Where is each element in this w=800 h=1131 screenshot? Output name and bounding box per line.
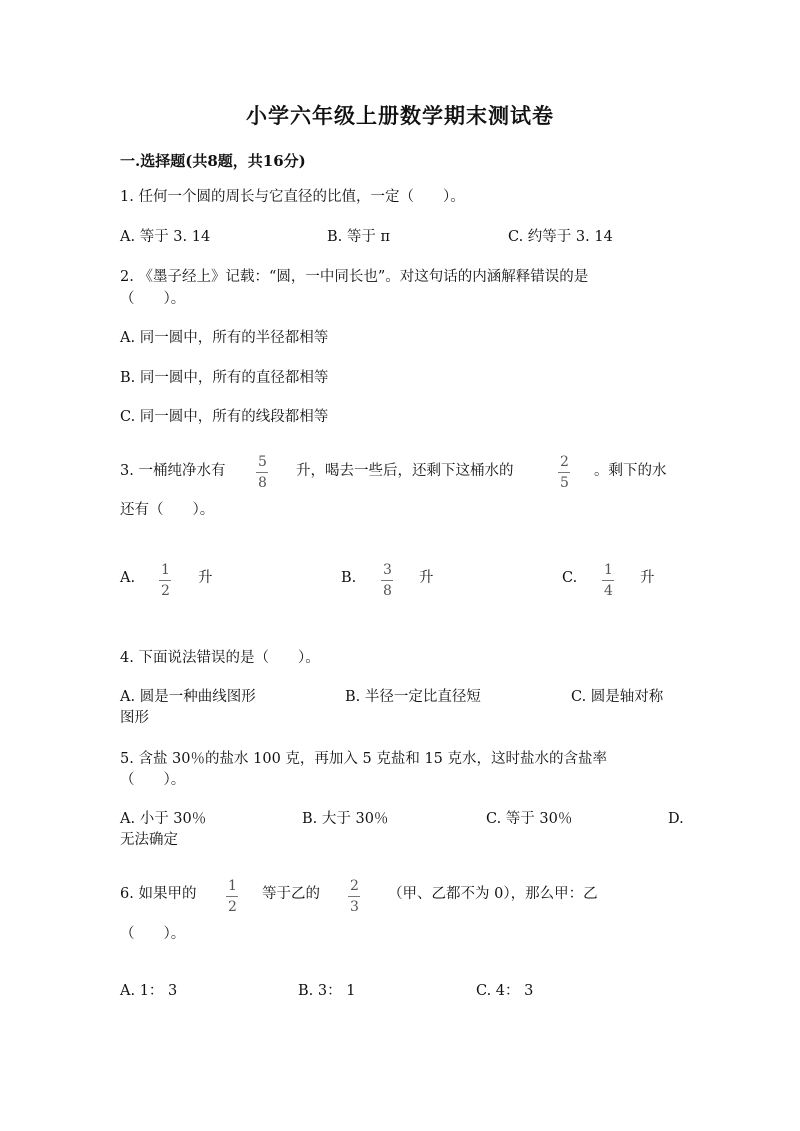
question-4-option-c: C. 圆是轴对称 — [571, 689, 664, 705]
question-1-stem: 1. 任何一个圆的周长与它直径的比值，一定（ ）。 — [120, 189, 465, 205]
question-5-option-c: C. 等于 30％ — [486, 811, 573, 827]
question-1-option-c: C. 约等于 3. 14 — [508, 229, 613, 245]
fraction-denominator: 5 — [560, 475, 569, 491]
question-6-stem-line2: （ ）。 — [120, 926, 186, 942]
fraction-numerator: 1 — [228, 878, 237, 894]
question-4-option-c-continued: 图形 — [120, 710, 149, 726]
question-1-option-b: B. 等于 π — [327, 229, 391, 245]
question-3-option-a-unit: 升 — [198, 570, 213, 586]
question-3-option-c-fraction — [602, 562, 615, 599]
question-5-option-a: A. 小于 30％ — [120, 811, 207, 827]
fraction-denominator: 8 — [258, 475, 267, 491]
question-4-option-a: A. 圆是一种曲线图形 — [120, 689, 256, 705]
question-6-text-2: 等于乙的 — [262, 886, 320, 902]
question-3-option-b-unit: 升 — [419, 570, 434, 586]
question-3-text-3: 。剩下的水 — [594, 463, 667, 479]
question-2-stem-line2: （ ）。 — [120, 291, 186, 307]
question-3-text-1: 3. 一桶纯净水有 — [120, 463, 226, 479]
question-4-option-b: B. 半径一定比直径短 — [345, 689, 481, 705]
question-3-option-b-fraction — [381, 562, 394, 599]
question-1-option-a: A. 等于 3. 14 — [120, 229, 211, 245]
question-6-fraction-yi — [348, 878, 361, 915]
question-5-option-d-continued: 无法确定 — [120, 832, 178, 848]
question-2-option-b: B. 同一圆中，所有的直径都相等 — [120, 370, 329, 386]
fraction-numerator: 5 — [258, 454, 267, 470]
fraction-numerator: 2 — [350, 878, 359, 894]
question-3-option-c-label: C. — [562, 570, 578, 586]
fraction-bar — [159, 580, 171, 581]
question-3-option-c-unit: 升 — [640, 570, 655, 586]
question-6-option-c: C. 4： 3 — [476, 983, 534, 999]
question-3-option-b-label: B. — [341, 570, 357, 586]
question-3-fraction-total — [256, 454, 269, 491]
fraction-bar — [558, 472, 570, 473]
fraction-denominator: 3 — [350, 899, 359, 915]
question-6-text-1: 6. 如果甲的 — [120, 886, 197, 902]
fraction-denominator: 2 — [161, 583, 170, 599]
fraction-numerator: 3 — [383, 562, 392, 578]
question-3-fraction-remaining — [558, 454, 571, 491]
question-5-option-d: D. — [668, 811, 684, 827]
question-3-option-a-label: A. — [120, 570, 136, 586]
question-3-stem-line2: 还有（ ）。 — [120, 502, 215, 518]
question-6-option-b: B. 3： 1 — [298, 983, 356, 999]
question-5-stem-line1: 5. 含盐 30％的盐水 100 克，再加入 5 克盐和 15 克水，这时盐水的含盐率 — [120, 751, 608, 767]
question-3-option-a-fraction — [159, 562, 172, 599]
fraction-denominator: 8 — [383, 583, 392, 599]
fraction-bar — [256, 472, 268, 473]
fraction-denominator: 4 — [604, 583, 613, 599]
question-2-stem-line1: 2. 《墨子经上》记载：“圆，一中同长也”。对这句话的内涵解释错误的是 — [120, 269, 589, 285]
section-heading: 一.选择题(共8题，共16分) — [120, 152, 306, 170]
question-2-option-a: A. 同一圆中，所有的半径都相等 — [120, 330, 329, 346]
fraction-bar — [348, 896, 360, 897]
fraction-bar — [602, 580, 614, 581]
question-5-option-b: B. 大于 30％ — [302, 811, 389, 827]
fraction-numerator: 1 — [161, 562, 170, 578]
question-3-text-2: 升，喝去一些后，还剩下这桶水的 — [296, 463, 514, 479]
fraction-bar — [226, 896, 238, 897]
question-6-fraction-jia — [226, 878, 239, 915]
question-5-stem-line2: （ ）。 — [120, 772, 186, 788]
fraction-numerator: 2 — [560, 454, 569, 470]
fraction-bar — [381, 580, 393, 581]
question-6-text-3: （甲、乙都不为 0），那么甲：乙 — [388, 886, 598, 902]
question-2-option-c: C. 同一圆中，所有的线段都相等 — [120, 409, 329, 425]
question-6-option-a: A. 1： 3 — [120, 983, 178, 999]
fraction-denominator: 2 — [228, 899, 237, 915]
page-title: 小学六年级上册数学期末测试卷 — [246, 103, 554, 128]
fraction-numerator: 1 — [604, 562, 613, 578]
question-4-stem: 4. 下面说法错误的是（ ）。 — [120, 650, 320, 666]
